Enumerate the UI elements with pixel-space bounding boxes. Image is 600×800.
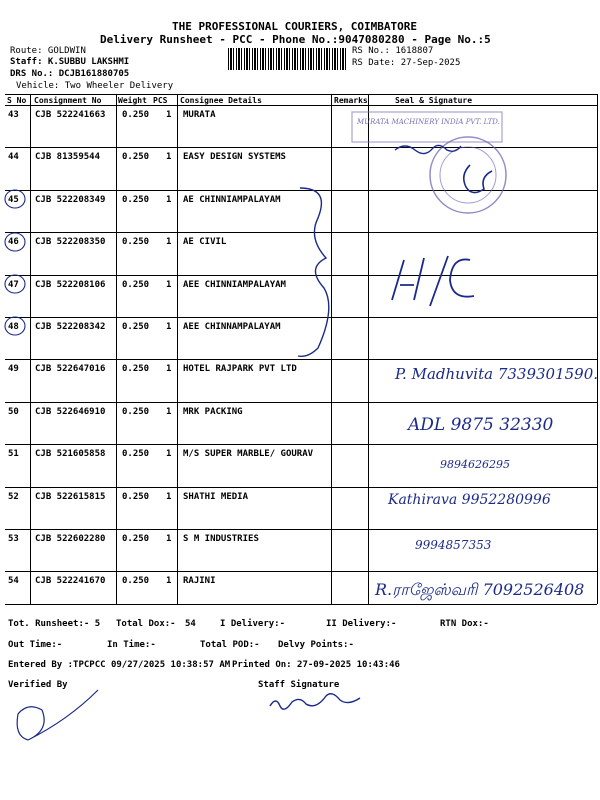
row-pcs: 1 [166, 576, 172, 587]
row-consignee: S M INDUSTRIES [183, 534, 259, 544]
row-pcs: 1 [166, 491, 172, 502]
round-seal-outer [430, 137, 506, 213]
row-sno: 44 [8, 152, 19, 163]
handwriting-row-49: P. Madhuvita 7339301590. [395, 365, 599, 383]
row-pcs: 1 [166, 534, 172, 544]
row-consignment-no: CJB 522208349 [35, 194, 106, 205]
row-weight: 0.250 [122, 491, 150, 502]
row-consignee: AE CIVIL [183, 237, 227, 248]
staff-signature-mark [270, 694, 360, 709]
row-consignee: AEE CHINNAMPALAYAM [183, 322, 281, 332]
tot-runsheet: Tot. Runsheet:- 5 [8, 619, 101, 629]
row-sno: 47 [8, 279, 19, 290]
row-sno: 46 [8, 237, 19, 248]
out-time: Out Time:- [8, 640, 63, 650]
row-pcs: 1 [166, 152, 172, 163]
row-weight: 0.250 [122, 237, 150, 248]
printed-on: Printed On: 27-09-2025 10:43:46 [232, 660, 400, 670]
row-consignment-no: CJB 522241663 [35, 110, 106, 120]
staff-signature-label: Staff Signature [258, 680, 340, 690]
row-consignee: EASY DESIGN SYSTEMS [183, 152, 286, 163]
handwriting-row-53: 9994857353 [415, 538, 492, 552]
row-consignee: M/S SUPER MARBLE/ GOURAV [183, 449, 314, 460]
row-sno: 49 [8, 364, 19, 375]
row-weight: 0.250 [122, 110, 150, 120]
row-consignee: MURATA [183, 110, 216, 120]
col-consignment: Consignment No [34, 96, 102, 105]
handwriting-row-54: R.ராஜேஸ்வரி 7092526408 [375, 580, 585, 599]
vehicle-label: Vehicle: Two Wheeler Delivery [16, 81, 174, 91]
ii-delivery: II Delivery:- [326, 619, 397, 629]
rtn-dox: RTN Dox:- [440, 619, 489, 629]
row-consignment-no: CJB 521605858 [35, 449, 106, 460]
col-consignee: Consignee Details [180, 96, 262, 105]
verified-by: Verified By [8, 680, 68, 690]
row-weight: 0.250 [122, 279, 150, 290]
in-time: In Time:- [107, 640, 156, 650]
row-sno: 53 [8, 534, 19, 544]
row-sno: 52 [8, 491, 19, 502]
brace-rows-45-48 [298, 188, 329, 356]
row-consignee: RAJINI [183, 576, 216, 587]
hc-mark [392, 256, 474, 306]
total-dox: Total Dox:- [116, 619, 176, 629]
row-consignment-no: CJB 522208350 [35, 237, 106, 248]
company-title: THE PROFESSIONAL COURIERS, COIMBATORE [172, 20, 418, 33]
route-label: Route: GOLDWIN [10, 46, 86, 56]
row-consignee: SHATHI MEDIA [183, 491, 249, 502]
delvy-points: Delvy Points:- [278, 640, 354, 650]
row-pcs: 1 [166, 194, 172, 205]
row-consignment-no: CJB 522615815 [35, 491, 106, 502]
row-pcs: 1 [166, 110, 172, 120]
row-consignee: MRK PACKING [183, 406, 243, 417]
handwriting-row-50: ADL 9875 32330 [408, 415, 554, 435]
row-consignee: AE CHINNIAMPALAYAM [183, 194, 281, 205]
row-weight: 0.250 [122, 152, 150, 163]
row-sno: 54 [8, 576, 19, 587]
row-weight: 0.250 [122, 534, 150, 544]
row-weight: 0.250 [122, 322, 150, 332]
staff-label: Staff: K.SUBBU LAKSHMI [10, 57, 130, 67]
row-pcs: 1 [166, 279, 172, 290]
col-remarks: Remarks [334, 96, 368, 105]
handwriting-row-51: 9894626295 [440, 458, 510, 471]
row-consignment-no: CJB 522647016 [35, 364, 106, 375]
row-weight: 0.250 [122, 194, 150, 205]
row-consignment-no: CJB 522241670 [35, 576, 106, 587]
row-pcs: 1 [166, 322, 172, 332]
row-consignee: AEE CHINNIAMPALAYAM [183, 279, 286, 290]
row-pcs: 1 [166, 237, 172, 248]
col-pcs: PCS [153, 96, 168, 105]
drs-label: DRS No.: DCJB161880705 [10, 69, 130, 79]
col-weight: Weight [118, 96, 147, 105]
row-sno: 45 [8, 194, 19, 205]
verified-signature [17, 690, 98, 740]
row-consignment-no: CJB 81359544 [35, 152, 101, 163]
col-seal-signature: Seal & Signature [395, 96, 473, 105]
total-pod: Total POD:- [200, 640, 260, 650]
runsheet-subtitle: Delivery Runsheet - PCC - Phone No.:9047080280 - Page No.:5 [100, 33, 491, 46]
stamp-text: MURATA MACHINERY INDIA PVT. LTD. [357, 118, 500, 126]
row-consignment-no: CJB 522208342 [35, 322, 106, 332]
row-weight: 0.250 [122, 576, 150, 587]
row-consignment-no: CJB 522602280 [35, 534, 106, 544]
company-stamp-box [352, 112, 502, 142]
row-pcs: 1 [166, 449, 172, 460]
handwriting-row-52: Kathirava 9952280996 [388, 492, 551, 508]
row-sno: 43 [8, 110, 19, 120]
col-sno: S No [7, 96, 27, 105]
i-delivery: I Delivery:- [220, 619, 286, 629]
row-sno: 48 [8, 322, 19, 332]
row-weight: 0.250 [122, 364, 150, 375]
total-dox-value: 54 [185, 619, 196, 629]
row-sno: 50 [8, 406, 19, 417]
row-sno: 51 [8, 449, 19, 460]
row-weight: 0.250 [122, 449, 150, 460]
row-consignment-no: CJB 522646910 [35, 406, 106, 417]
rs-date: RS Date: 27-Sep-2025 [352, 58, 461, 68]
rs-no: RS No.: 1618807 [352, 46, 434, 56]
row-consignment-no: CJB 522208106 [35, 279, 106, 290]
row-pcs: 1 [166, 364, 172, 375]
entered-by: Entered By :TPCPCC 09/27/2025 10:38:57 AM [8, 660, 231, 670]
row-pcs: 1 [166, 406, 172, 417]
round-seal-inner [440, 147, 496, 203]
row-consignee: HOTEL RAJPARK PVT LTD [183, 364, 297, 375]
row-weight: 0.250 [122, 406, 150, 417]
signature-easy-design [464, 165, 492, 193]
